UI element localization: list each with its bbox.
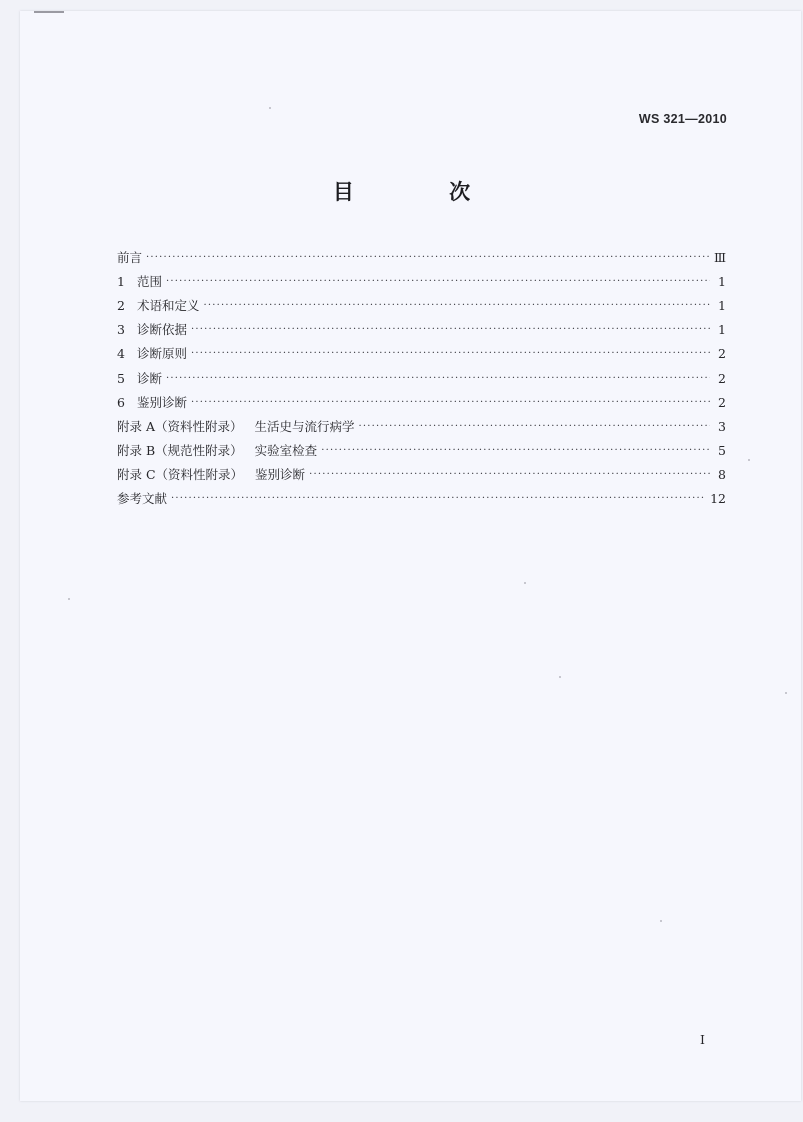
page-title: 目 次 — [332, 180, 515, 204]
toc-page-number: 12 — [710, 491, 726, 507]
scan-speck — [269, 107, 271, 109]
toc-entry-label: 附录 C（资料性附录） — [117, 466, 244, 482]
table-of-contents — [117, 243, 726, 508]
toc-entry-label: 诊断原则 — [136, 346, 187, 362]
toc-page-number: 3 — [718, 418, 726, 434]
paper-sheet — [20, 11, 801, 1101]
toc-entry-number: 1 — [117, 274, 125, 290]
toc-entry-diagnostic-basis[interactable] — [117, 315, 726, 339]
toc-entry-diagnostic-principles[interactable] — [117, 339, 726, 363]
toc-page-number: Ⅲ — [713, 250, 726, 266]
toc-entry-subtitle: 生活史与流行病学 — [254, 418, 355, 434]
toc-entry-label: 附录 A（资料性附录） — [117, 418, 243, 434]
toc-entry-number: 3 — [117, 322, 125, 338]
toc-entry-label: 诊断依据 — [136, 322, 187, 338]
toc-entry-appendix-c[interactable] — [117, 460, 726, 484]
dot-leader — [166, 370, 710, 388]
toc-entry-label: 参考文献 — [117, 491, 168, 507]
toc-page-number: 2 — [718, 394, 726, 410]
dot-leader — [171, 490, 706, 508]
toc-entry-terms[interactable] — [117, 291, 726, 315]
scan-edge-mark — [34, 11, 64, 13]
toc-entry-number: 5 — [117, 370, 125, 386]
dot-leader — [309, 466, 710, 484]
toc-entry-references[interactable] — [117, 484, 726, 508]
toc-entry-subtitle: 鉴别诊断 — [255, 466, 306, 482]
scan-speck — [748, 459, 750, 461]
scan-speck — [660, 920, 662, 922]
toc-entry-appendix-a[interactable] — [117, 412, 726, 436]
dot-leader — [359, 418, 710, 436]
toc-entry-foreword[interactable] — [117, 243, 726, 267]
standard-code: WS 321—2010 — [638, 112, 727, 126]
toc-entry-label: 术语和定义 — [136, 298, 200, 314]
toc-entry-label: 范围 — [136, 274, 162, 290]
toc-entry-appendix-b[interactable] — [117, 436, 726, 460]
dot-leader — [166, 273, 710, 291]
toc-entry-differential-diagnosis[interactable] — [117, 388, 726, 412]
footer-page-number: I — [700, 1032, 705, 1047]
dot-leader — [191, 345, 710, 363]
scan-speck — [785, 692, 787, 694]
toc-page-number: 1 — [718, 274, 726, 290]
toc-page-number: 2 — [718, 346, 726, 362]
dot-leader — [203, 297, 710, 315]
toc-entry-number: 4 — [117, 346, 125, 362]
dot-leader — [191, 321, 710, 339]
dot-leader — [321, 442, 710, 460]
toc-entry-number: 2 — [117, 298, 125, 314]
scan-speck — [524, 582, 526, 584]
toc-entry-label: 诊断 — [136, 370, 162, 386]
toc-entry-scope[interactable] — [117, 267, 726, 291]
toc-page-number: 5 — [718, 442, 726, 458]
toc-entry-subtitle: 实验室检查 — [254, 442, 318, 458]
toc-entry-diagnosis[interactable] — [117, 363, 726, 387]
dot-leader — [146, 249, 710, 267]
toc-entry-label: 附录 B（规范性附录） — [117, 442, 243, 458]
toc-entry-number: 6 — [117, 394, 125, 410]
toc-page-number: 8 — [718, 466, 726, 482]
scan-speck — [68, 598, 70, 600]
toc-entry-label: 前言 — [117, 250, 143, 266]
toc-page-number: 2 — [718, 370, 726, 386]
toc-entry-label: 鉴别诊断 — [136, 394, 187, 410]
toc-page-number: 1 — [718, 322, 726, 338]
dot-leader — [191, 394, 710, 412]
toc-page-number: 1 — [718, 298, 726, 314]
scan-speck — [559, 676, 561, 678]
